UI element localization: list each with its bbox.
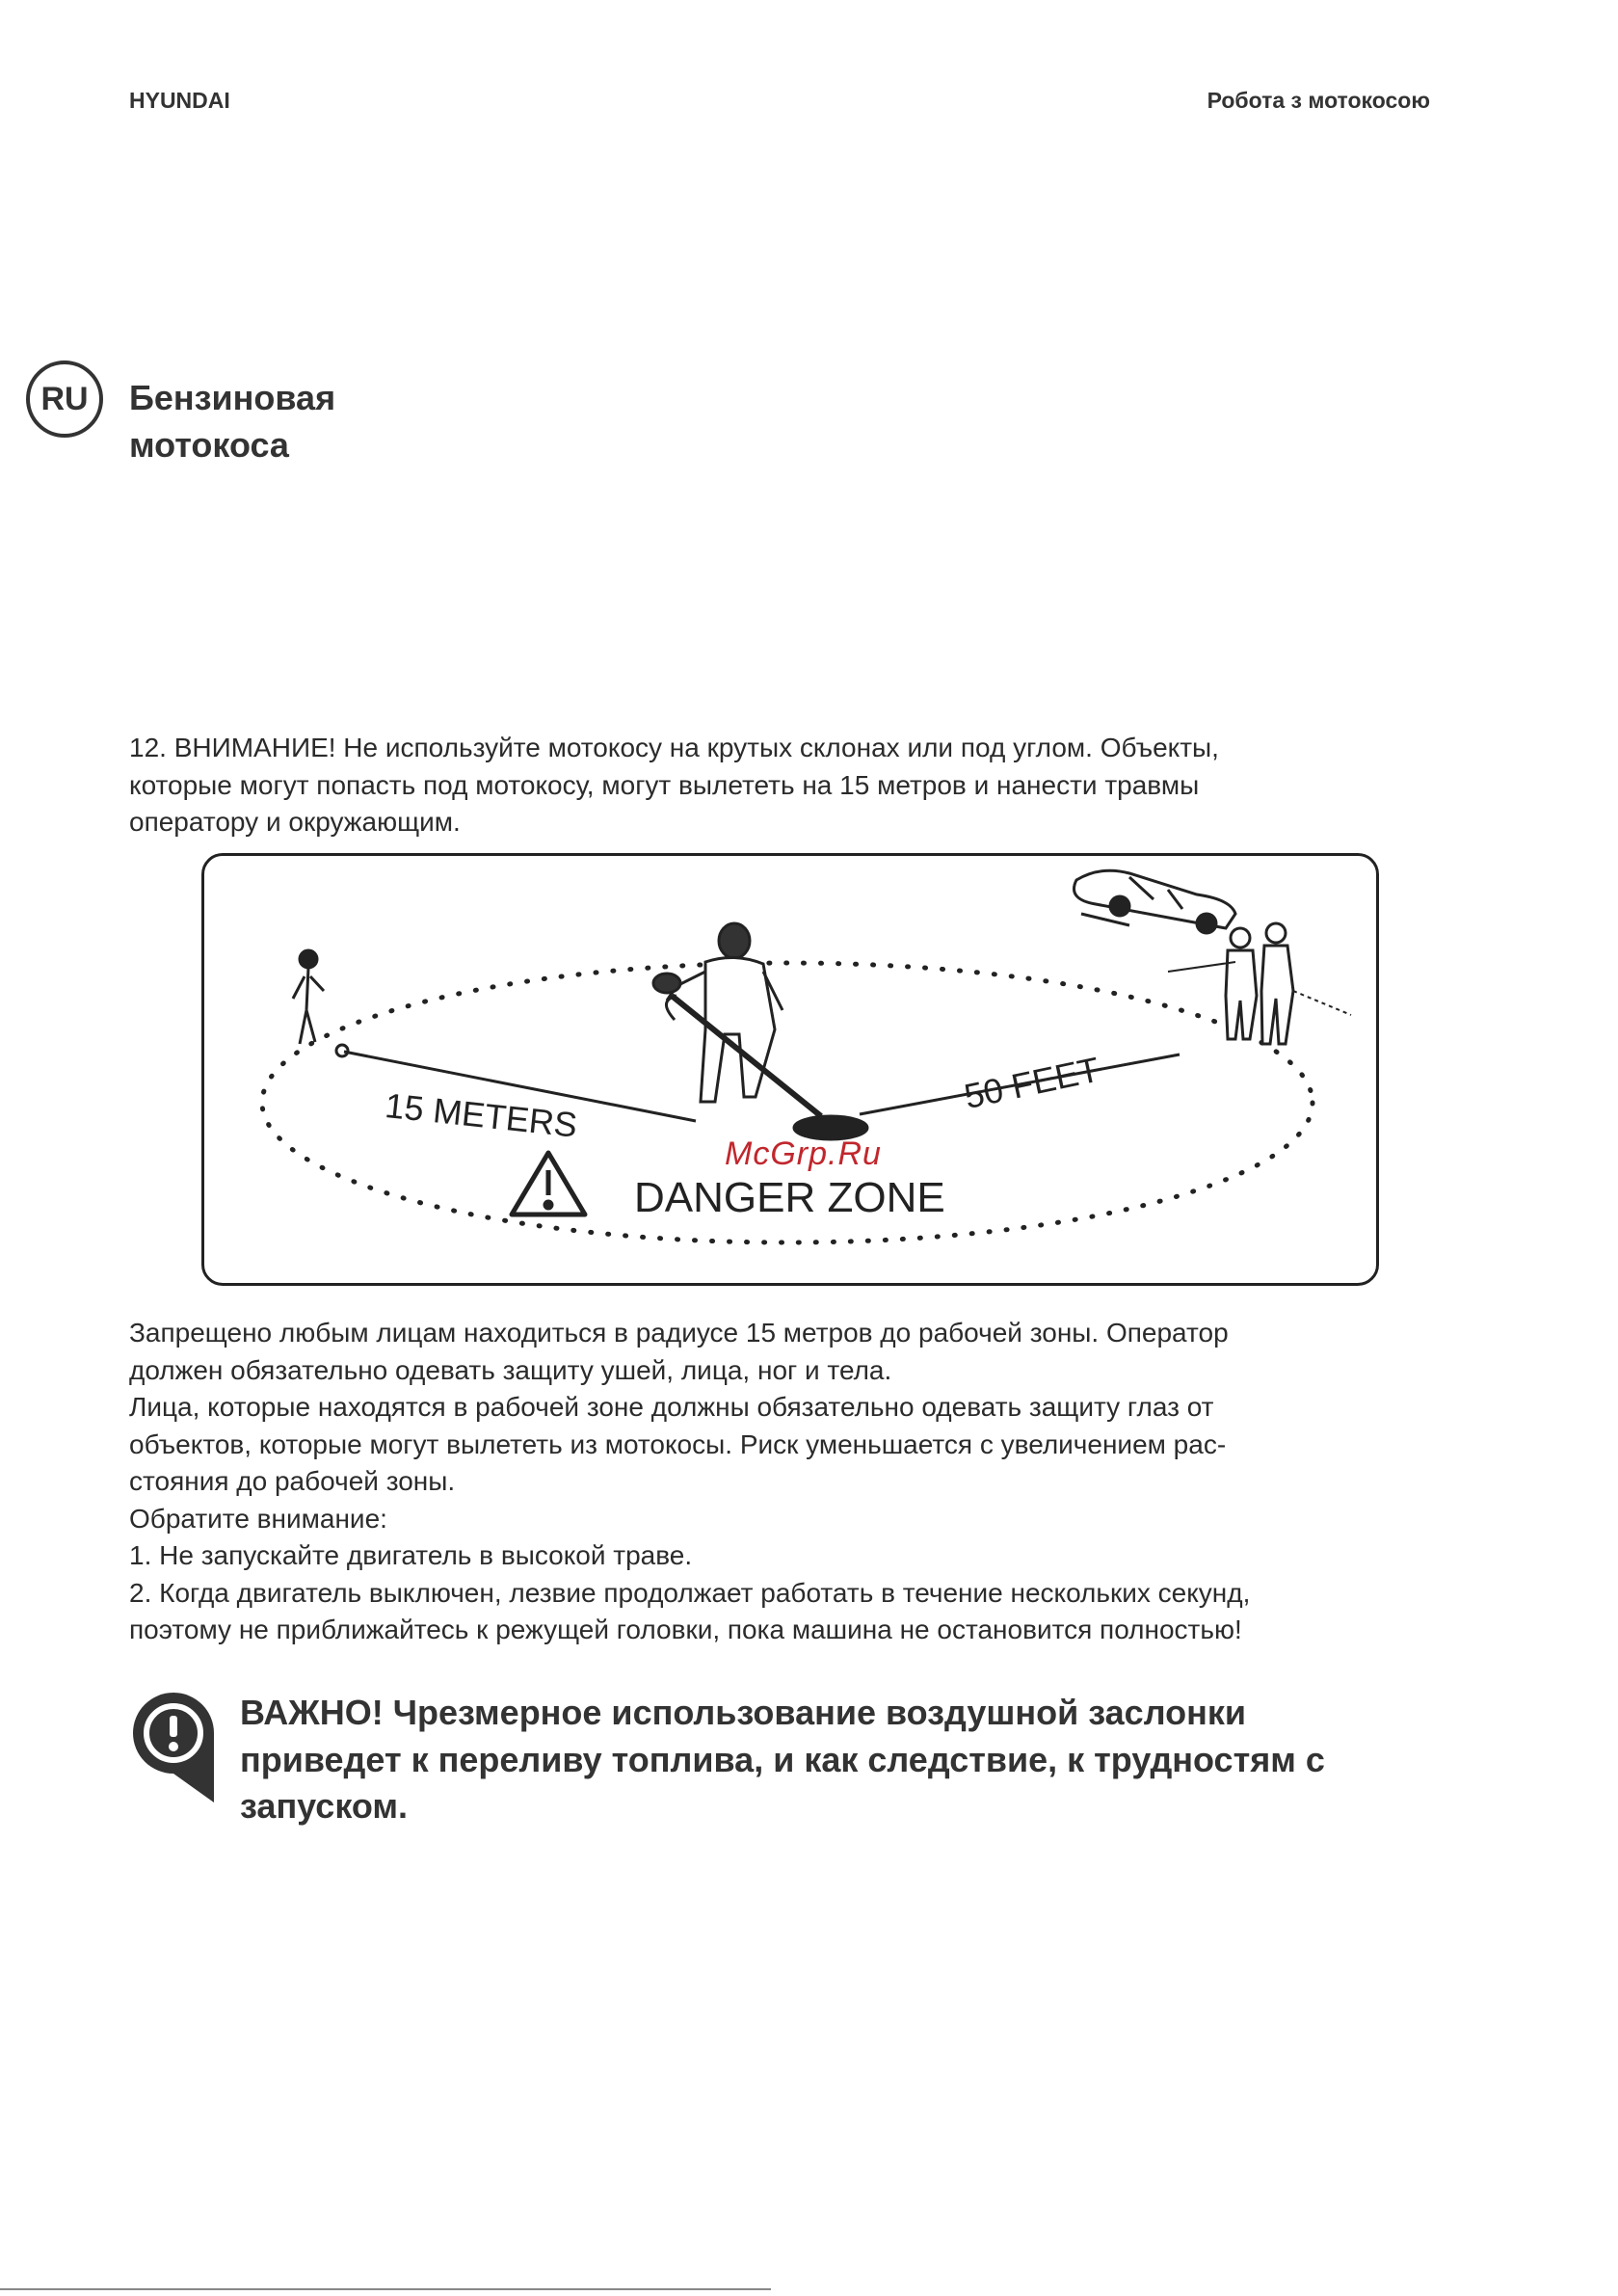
page-title bbox=[129, 374, 335, 468]
text-line: должен обязательно одевать защиту ушей, лица, ног и тела. bbox=[129, 1354, 892, 1385]
text-line: оператору и окружающим. bbox=[129, 807, 461, 837]
text-line: Лица, которые находятся в рабочей зоне должны обязательно одевать защиту глаз от bbox=[129, 1392, 1214, 1422]
warning-triangle-icon bbox=[512, 1153, 585, 1215]
warning-paragraph bbox=[129, 730, 1466, 841]
text-line: 1. Не запускайте двигатель в высокой траве. bbox=[129, 1540, 693, 1570]
title-line: Бензиновая bbox=[129, 378, 336, 417]
danger-zone-label: DANGER ZONE bbox=[634, 1174, 945, 1221]
exclamation-icon bbox=[129, 1689, 218, 1806]
text-line: которые могут попасть под мотокосу, могут вылететь на 15 метров и нанести травмы bbox=[129, 769, 1200, 800]
text-line: Запрещено любым лицам находиться в радиусе 15 метров до рабочей зоны. Оператор bbox=[129, 1318, 1229, 1348]
bystanders-icon bbox=[1226, 923, 1293, 1044]
text-line: объектов, которые могут вылететь из мотокосы. Риск уменьшается с увеличением рас- bbox=[129, 1428, 1227, 1459]
language-badge: RU bbox=[26, 360, 103, 438]
text-line: Обратите внимание: bbox=[129, 1503, 387, 1534]
watermark: McGrp.Ru bbox=[725, 1135, 882, 1172]
car-icon bbox=[1074, 870, 1236, 933]
text-line: 2. Когда двигатель выключен, лезвие продолжает работать в течение нескольких секунд, bbox=[129, 1577, 1251, 1608]
operator-figure-icon bbox=[653, 923, 867, 1139]
title-line: мотокоса bbox=[129, 425, 289, 465]
text-line: 12. ВНИМАНИЕ! Не используйте мотокосу на крутых склонах или под углом. Объекты, bbox=[129, 733, 1219, 762]
sight-line bbox=[1293, 991, 1351, 1015]
sight-line bbox=[1168, 962, 1235, 972]
safety-paragraph bbox=[129, 1315, 1466, 1649]
text-line: приведет к переливу топлива, и как следствие, к трудностям с bbox=[240, 1739, 1325, 1779]
danger-zone-illustration bbox=[201, 853, 1379, 1286]
text-line: запуском. bbox=[240, 1786, 409, 1826]
distance-label-meters: 15 METERS bbox=[383, 1085, 579, 1145]
header-brand: HYUNDAI bbox=[129, 88, 230, 113]
child-figure-icon bbox=[293, 950, 324, 1044]
important-note bbox=[240, 1690, 1466, 1830]
text-line: стояния до рабочей зоны. bbox=[129, 1466, 456, 1496]
text-line: ВАЖНО! Чрезмерное использование воздушной заслонки bbox=[240, 1693, 1246, 1732]
footer-divider bbox=[0, 2288, 771, 2290]
distance-label-feet: 50 FEET bbox=[961, 1049, 1103, 1117]
header-section: Робота з мотокосою bbox=[1207, 88, 1430, 113]
text-line: поэтому не приближайтесь к режущей головки, пока машина не остановится полностью! bbox=[129, 1615, 1242, 1644]
